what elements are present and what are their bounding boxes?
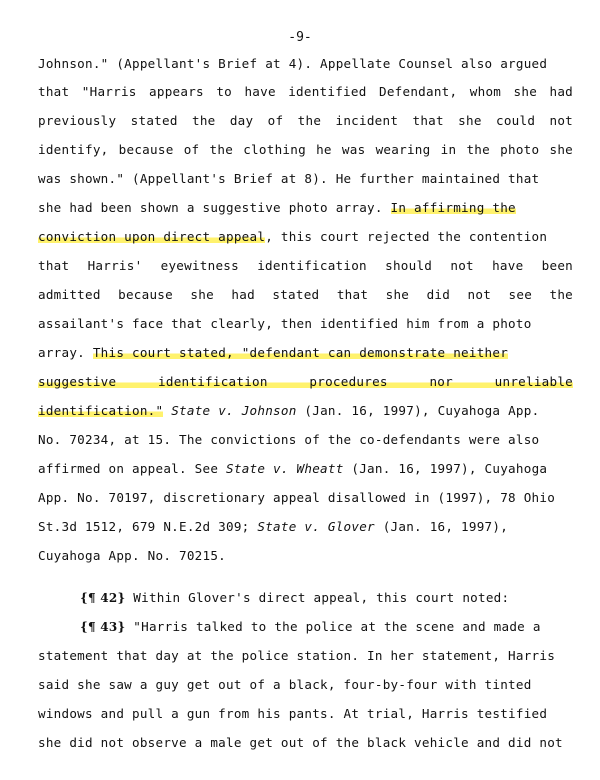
text-line xyxy=(38,646,573,666)
text-line xyxy=(38,227,573,247)
text-line xyxy=(38,198,573,218)
case-citation: State v. Wheatt xyxy=(226,461,344,476)
text-run: assailant's face that clearly, then identified him from a photo xyxy=(38,316,532,331)
text-run: (Jan. 16, 1997), Cuyahoga App. xyxy=(296,403,540,418)
paragraph-marker: {¶ 43} xyxy=(80,620,126,634)
text-line xyxy=(38,546,573,566)
text-run: (Jan. 16, 1997), Cuyahoga xyxy=(343,461,548,476)
text-run: Cuyahoga App. No. 70215. xyxy=(38,548,227,563)
text-run: statement that day at the police station. In her statement, Harris xyxy=(38,648,556,663)
text-line xyxy=(38,517,573,537)
text-line xyxy=(38,111,573,131)
page-number: -9- xyxy=(288,30,312,45)
text-line xyxy=(80,588,573,608)
highlighted-text: suggestive identification procedures nor unreliable xyxy=(38,374,573,389)
text-line xyxy=(38,675,573,695)
text-line xyxy=(38,82,573,102)
text-line xyxy=(38,733,573,753)
text-run: that Harris' eyewitness identification should not have been xyxy=(38,258,573,273)
highlighted-text: This court stated, "defendant can demonstrate neither xyxy=(92,345,509,360)
text-run: array. xyxy=(38,345,93,360)
text-line xyxy=(38,140,573,160)
text-line xyxy=(80,617,573,637)
text-line xyxy=(38,54,573,74)
text-line xyxy=(38,285,573,305)
text-line xyxy=(38,488,573,508)
text-run: windows and pull a gun from his pants. At trial, Harris testified xyxy=(38,706,548,721)
text-line xyxy=(38,430,573,450)
text-run: No. 70234, at 15. The convictions of the co-defendants were also xyxy=(38,432,540,447)
text-run: App. No. 70197, discretionary appeal disallowed in (1997), 78 Ohio xyxy=(38,490,556,505)
text-run: she had been shown a suggestive photo array. xyxy=(38,200,391,215)
text-line xyxy=(38,256,573,276)
text-run: Johnson." (Appellant's Brief at 4). Appellate Counsel also argued xyxy=(38,56,548,71)
text-run: (Jan. 16, 1997), xyxy=(374,519,509,534)
text-line xyxy=(38,169,573,189)
text-run: she did not observe a male get out of the black vehicle and did not xyxy=(38,735,563,750)
text-run: was shown." (Appellant's Brief at 8). He further maintained that xyxy=(38,171,540,186)
highlighted-text: identification." xyxy=(38,403,164,418)
text-line xyxy=(38,372,573,392)
text-line xyxy=(38,704,573,724)
text-run: , this court rejected the contention xyxy=(265,229,548,244)
case-citation: State v. Johnson xyxy=(171,403,297,418)
case-citation: State v. Glover xyxy=(257,519,375,534)
highlighted-text: conviction upon direct appeal xyxy=(38,229,266,244)
highlighted-text: In affirming the xyxy=(390,200,516,215)
text-line xyxy=(38,459,573,479)
paragraph-marker: {¶ 42} xyxy=(80,591,126,605)
text-run: identify, because of the clothing he was wearing in the photo she xyxy=(38,142,573,157)
text-line xyxy=(38,401,573,421)
text-line xyxy=(38,314,573,334)
text-run: affirmed on appeal. See xyxy=(38,461,227,476)
text-line xyxy=(38,343,573,363)
text-run: Within Glover's direct appeal, this court noted: xyxy=(125,590,510,605)
text-run: admitted because she had stated that she did not see the xyxy=(38,287,573,302)
text-run: "Harris talked to the police at the scene and made a xyxy=(125,619,541,634)
text-run: that "Harris appears to have identified Defendant, whom she had xyxy=(38,84,573,99)
text-run: previously stated the day of the incident that she could not xyxy=(38,113,573,128)
text-run: St.3d 1512, 679 N.E.2d 309; xyxy=(38,519,258,534)
text-run: said she saw a guy get out of a black, four-by-four with tinted xyxy=(38,677,532,692)
